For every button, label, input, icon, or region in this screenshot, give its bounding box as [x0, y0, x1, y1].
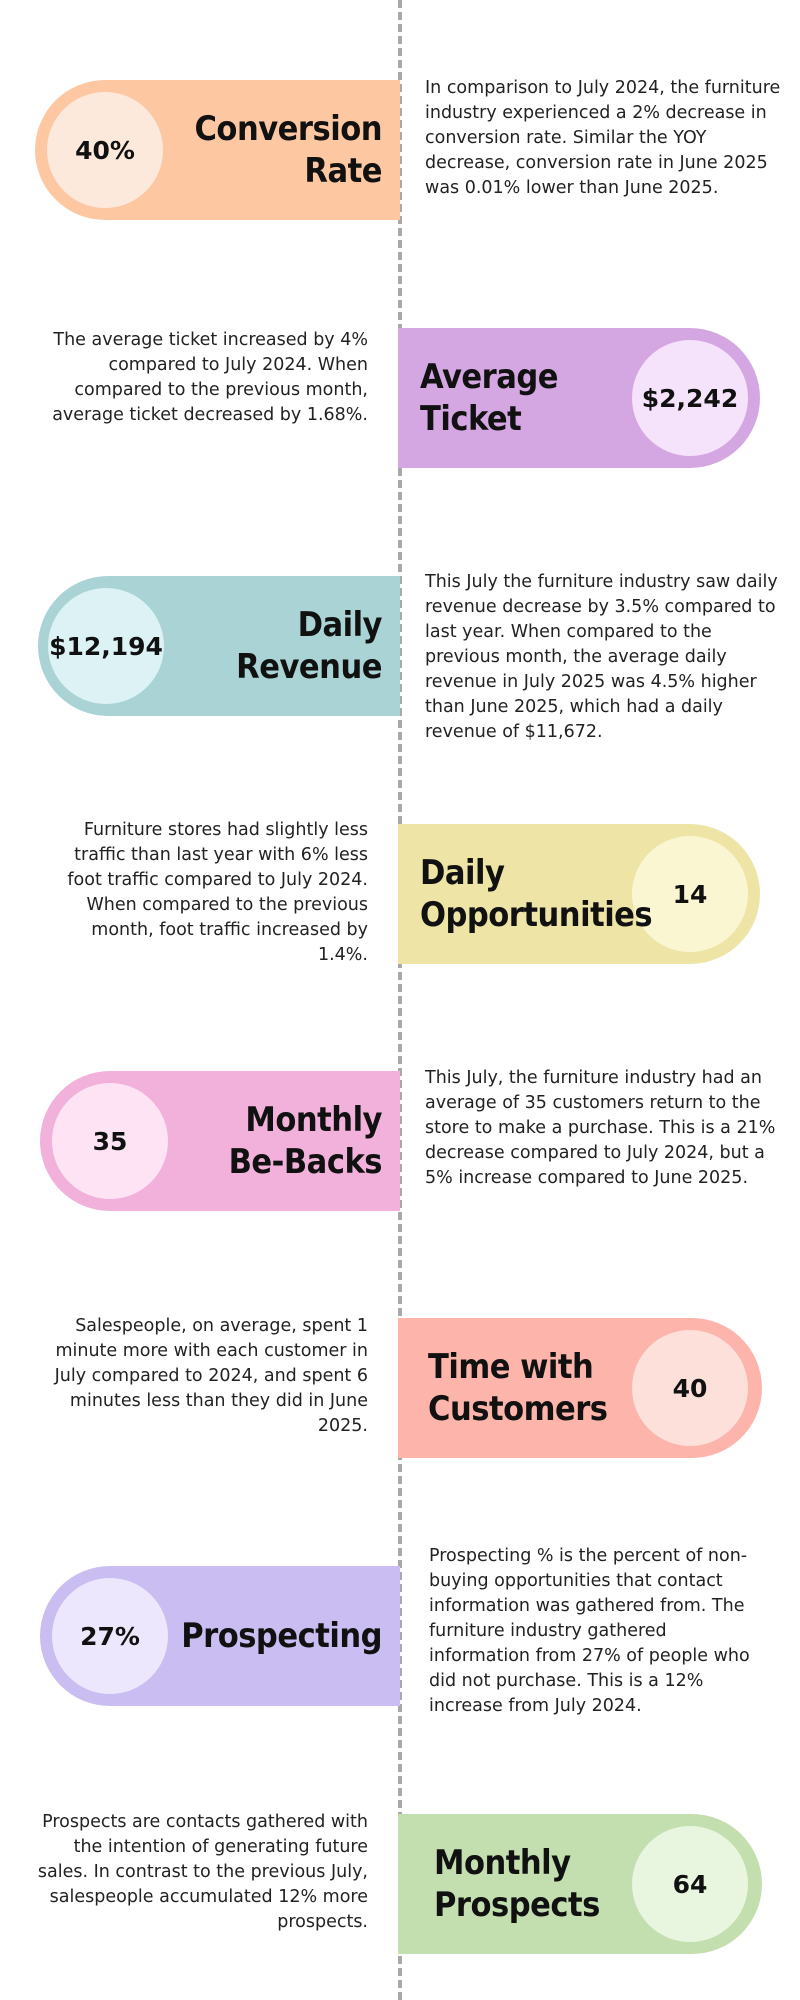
metric-description: In comparison to July 2024, the furniture industry experienced a 2% decrease in conversion rate. Similar the YOY decrease, conversion rate in June 2025 was 0.01% lower than June 2025.: [425, 78, 781, 198]
metric-title-line2: Customers: [428, 1389, 608, 1429]
metric-description: Prospects are contacts gathered with the intention of generating future sales. In contrast to the previous July, salespeople accumulated 12% more prospects.: [37, 1812, 368, 1932]
metric-description: The average ticket increased by 4% compared to July 2024. When compared to the previous month, average ticket decreased by 1.68%.: [52, 330, 368, 425]
metric-title-line1: Monthly: [434, 1843, 571, 1883]
metric-description: This July the furniture industry saw daily revenue decrease by 3.5% compared to last year. When compared to the previous month, the average daily revenue in July 2025 was 4.5% higher than June 2025, which had a daily revenue of $11,672.: [425, 572, 778, 742]
metric-title-line1: Time with: [428, 1347, 594, 1387]
metric-value-circle: [52, 1578, 168, 1694]
metric-value-circle: [632, 1330, 748, 1446]
metric-title-line2: Be-Backs: [228, 1142, 382, 1182]
metric-value: 64: [672, 1869, 708, 1899]
metric-value: $12,194: [49, 631, 163, 661]
metric-pill-monthly-be-backs: [40, 1071, 400, 1211]
metric-value: $2,242: [641, 383, 739, 413]
metric-title-line1: Prospecting: [181, 1616, 382, 1656]
metric-description: Salespeople, on average, spent 1 minute more with each customer in July compared to 2024, and spent 6 minutes less than they did in June 2025.: [54, 1316, 368, 1436]
metric-value: 40%: [75, 135, 135, 165]
metric-title-line2: Opportunities: [420, 895, 653, 935]
metric-title: [420, 328, 558, 468]
metric-value: 40: [672, 1373, 708, 1403]
metric-title: [434, 1814, 600, 1954]
metric-title-line2: Revenue: [236, 647, 382, 687]
metric-title-line2: Ticket: [420, 399, 522, 439]
metric-pill-daily-opportunities: [398, 824, 760, 964]
metric-value-circle: [632, 340, 748, 456]
metric-title-line1: Daily: [420, 853, 505, 893]
metric-title-line2: Rate: [304, 151, 382, 191]
metric-title: [181, 1566, 382, 1706]
metric-pill-average-ticket: [398, 328, 760, 468]
metric-title-line2: Prospects: [434, 1885, 600, 1925]
metric-value: 35: [92, 1126, 128, 1156]
metric-description: This July, the furniture industry had an average of 35 customers return to the store to make a purchase. This is a 21% decrease compared to July 2024, but a 5% increase compared to June 2025.: [425, 1068, 776, 1188]
metric-value-circle: [632, 1826, 748, 1942]
metric-pill-prospecting: [40, 1566, 400, 1706]
metric-value: 27%: [80, 1621, 140, 1651]
metric-pill-daily-revenue: [38, 576, 400, 716]
metric-pill-monthly-prospects: [398, 1814, 762, 1954]
metric-title: [229, 1071, 382, 1211]
metric-title: [420, 824, 652, 964]
metric-title-line1: Daily: [297, 605, 382, 645]
metric-pill-conversion-rate: [35, 80, 400, 220]
metric-value: 14: [672, 879, 708, 909]
metric-value-circle: [48, 588, 164, 704]
metric-title-line1: Conversion: [194, 109, 382, 149]
metric-value-circle: [47, 92, 163, 208]
metric-title-line1: Average: [420, 357, 559, 397]
metric-value-circle: [52, 1083, 168, 1199]
metric-description: Furniture stores had slightly less traffic than last year with 6% less foot traffic compared to July 2024. When compared to the previous month, foot traffic increased by 1.4%.: [67, 820, 368, 965]
metric-description: Prospecting % is the percent of non-buying opportunities that contact information was gathered from. The furniture industry gathered information from 27% of people who did not purchase. This is a 12% increase from July 2024.: [429, 1546, 750, 1716]
metric-title-line1: Monthly: [245, 1100, 382, 1140]
metric-pill-time-with-customers: [398, 1318, 762, 1458]
metric-title: [236, 576, 382, 716]
metric-title: [194, 80, 382, 220]
metric-title: [428, 1318, 608, 1458]
